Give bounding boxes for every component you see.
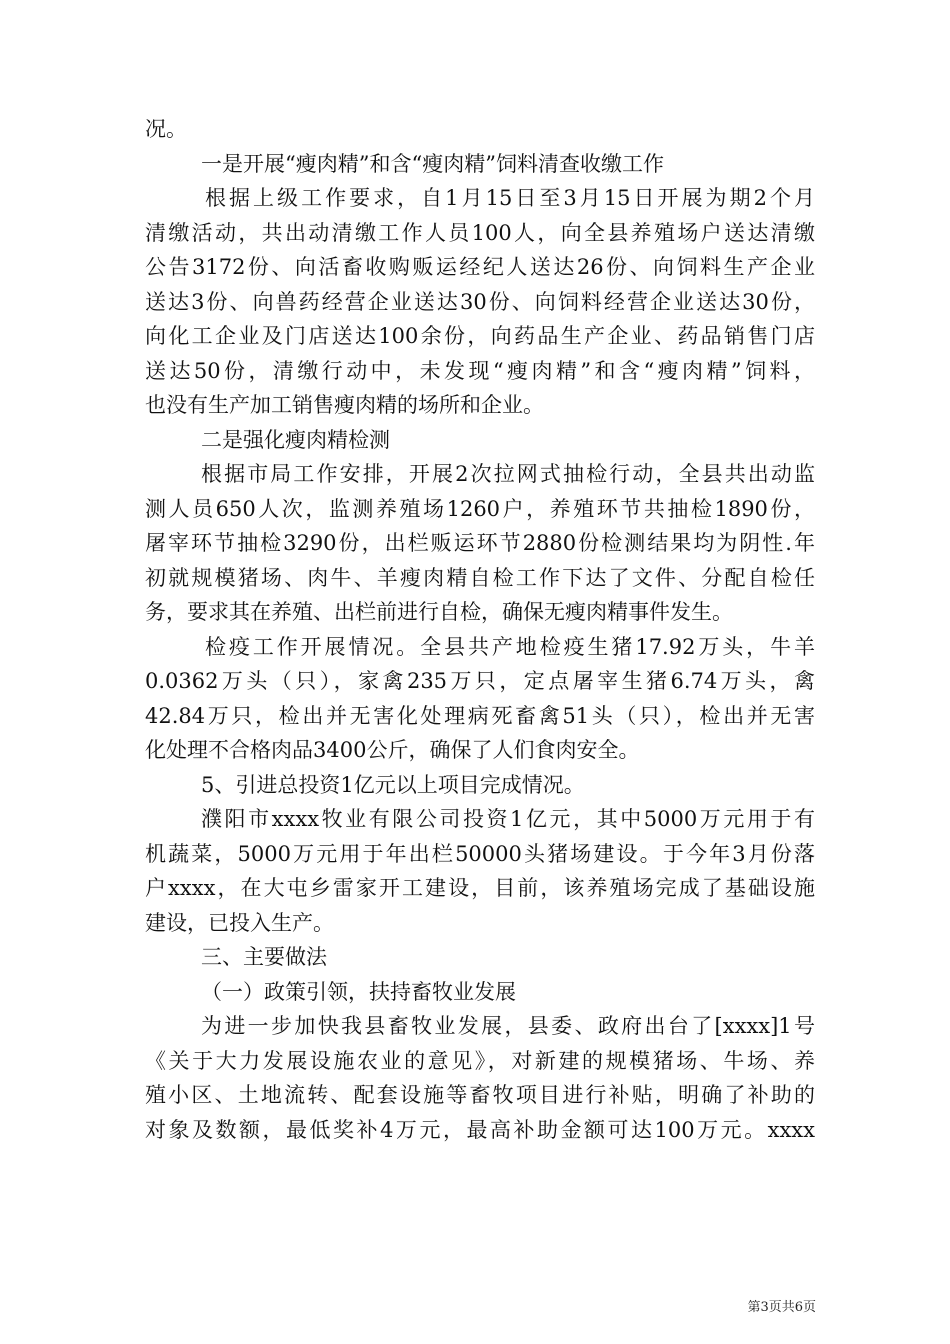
- text-line: 为进一步加快我县畜牧业发展，县委、政府出台了[xxxx]1号: [201, 1014, 815, 1038]
- page-number: 第3页共6页: [747, 1300, 816, 1315]
- text-line: 屠宰环节抽检3290份，出栏贩运环节2880份检测结果均为阴性.年: [145, 531, 815, 555]
- text-line: 化处理不合格肉品3400公斤，确保了人们食肉安全。: [145, 738, 640, 762]
- text-line: 户xxxx，在大屯乡雷家开工建设，目前，该养殖场完成了基础设施: [145, 876, 815, 900]
- text-line: 殖小区、土地流转、配套设施等畜牧项目进行补贴，明确了补助的: [145, 1083, 815, 1107]
- section-heading: 一是开展“瘦肉精”和含“瘦肉精”饲料清查收缴工作: [201, 151, 664, 176]
- text-line: 清缴活动，共出动清缴工作人员100人，向全县养殖场户送达清缴: [145, 220, 815, 245]
- text-line: 检疫工作开展情况。全县共产地检疫生猪17.92万头，牛羊: [205, 634, 815, 659]
- text-line: 向化工企业及门店送达100余份，向药品生产企业、药品销售门店: [145, 324, 815, 348]
- section-heading: 三、主要做法: [201, 945, 327, 969]
- text-line: 务，要求其在养殖、出栏前进行自检，确保无瘦肉精事件发生。: [145, 600, 733, 624]
- text-line: 对象及数额，最低奖补4万元，最高补助金额可达100万元。xxxx: [145, 1117, 815, 1142]
- text-line: 根据上级工作要求，自1月15日至3月15日开展为期2个月: [205, 186, 815, 210]
- text-line: 送达3份、向兽药经营企业送达30份、向饲料经营企业送达30份，: [145, 289, 815, 314]
- text-line: 测人员650人次，监测养殖场1260户，养殖环节共抽检1890份，: [145, 496, 815, 521]
- text-line: 公告3172份、向活畜收购贩运经纪人送达26份、向饲料生产企业: [145, 255, 815, 279]
- body-text: [145, 112, 815, 1147]
- text-line: 濮阳市xxxx牧业有限公司投资1亿元，其中5000万元用于有: [201, 807, 815, 831]
- subsection-heading: （一）政策引领，扶持畜牧业发展: [201, 979, 516, 1004]
- text-line: 况。: [145, 117, 187, 141]
- section-heading: 二是强化瘦肉精检测: [201, 427, 390, 452]
- text-line: 机蔬菜，5000万元用于年出栏50000头猪场建设。于今年3月份落: [145, 841, 815, 866]
- text-line: 送达50份，清缴行动中，未发现“瘦肉精”和含“瘦肉精”饲料，: [145, 358, 815, 383]
- text-line: 根据市局工作安排，开展2次拉网式抽检行动，全县共出动监: [201, 462, 815, 486]
- section-heading: 5、引进总投资1亿元以上项目完成情况。: [201, 772, 585, 797]
- text-line: 0.0362万头（只），家禽235万只，定点屠宰生猪6.74万头，禽: [145, 669, 815, 693]
- text-line: 42.84万只，检出并无害化处理病死畜禽51头（只），检出并无害: [145, 703, 815, 728]
- text-line: 《关于大力发展设施农业的意见》，对新建的规模猪场、牛场、养: [145, 1048, 815, 1073]
- text-line: 也没有生产加工销售瘦肉精的场所和企业。: [145, 393, 544, 417]
- text-line: 初就规模猪场、肉牛、羊瘦肉精自检工作下达了文件、分配自检任: [145, 565, 815, 590]
- text-line: 建设，已投入生产。: [145, 910, 334, 935]
